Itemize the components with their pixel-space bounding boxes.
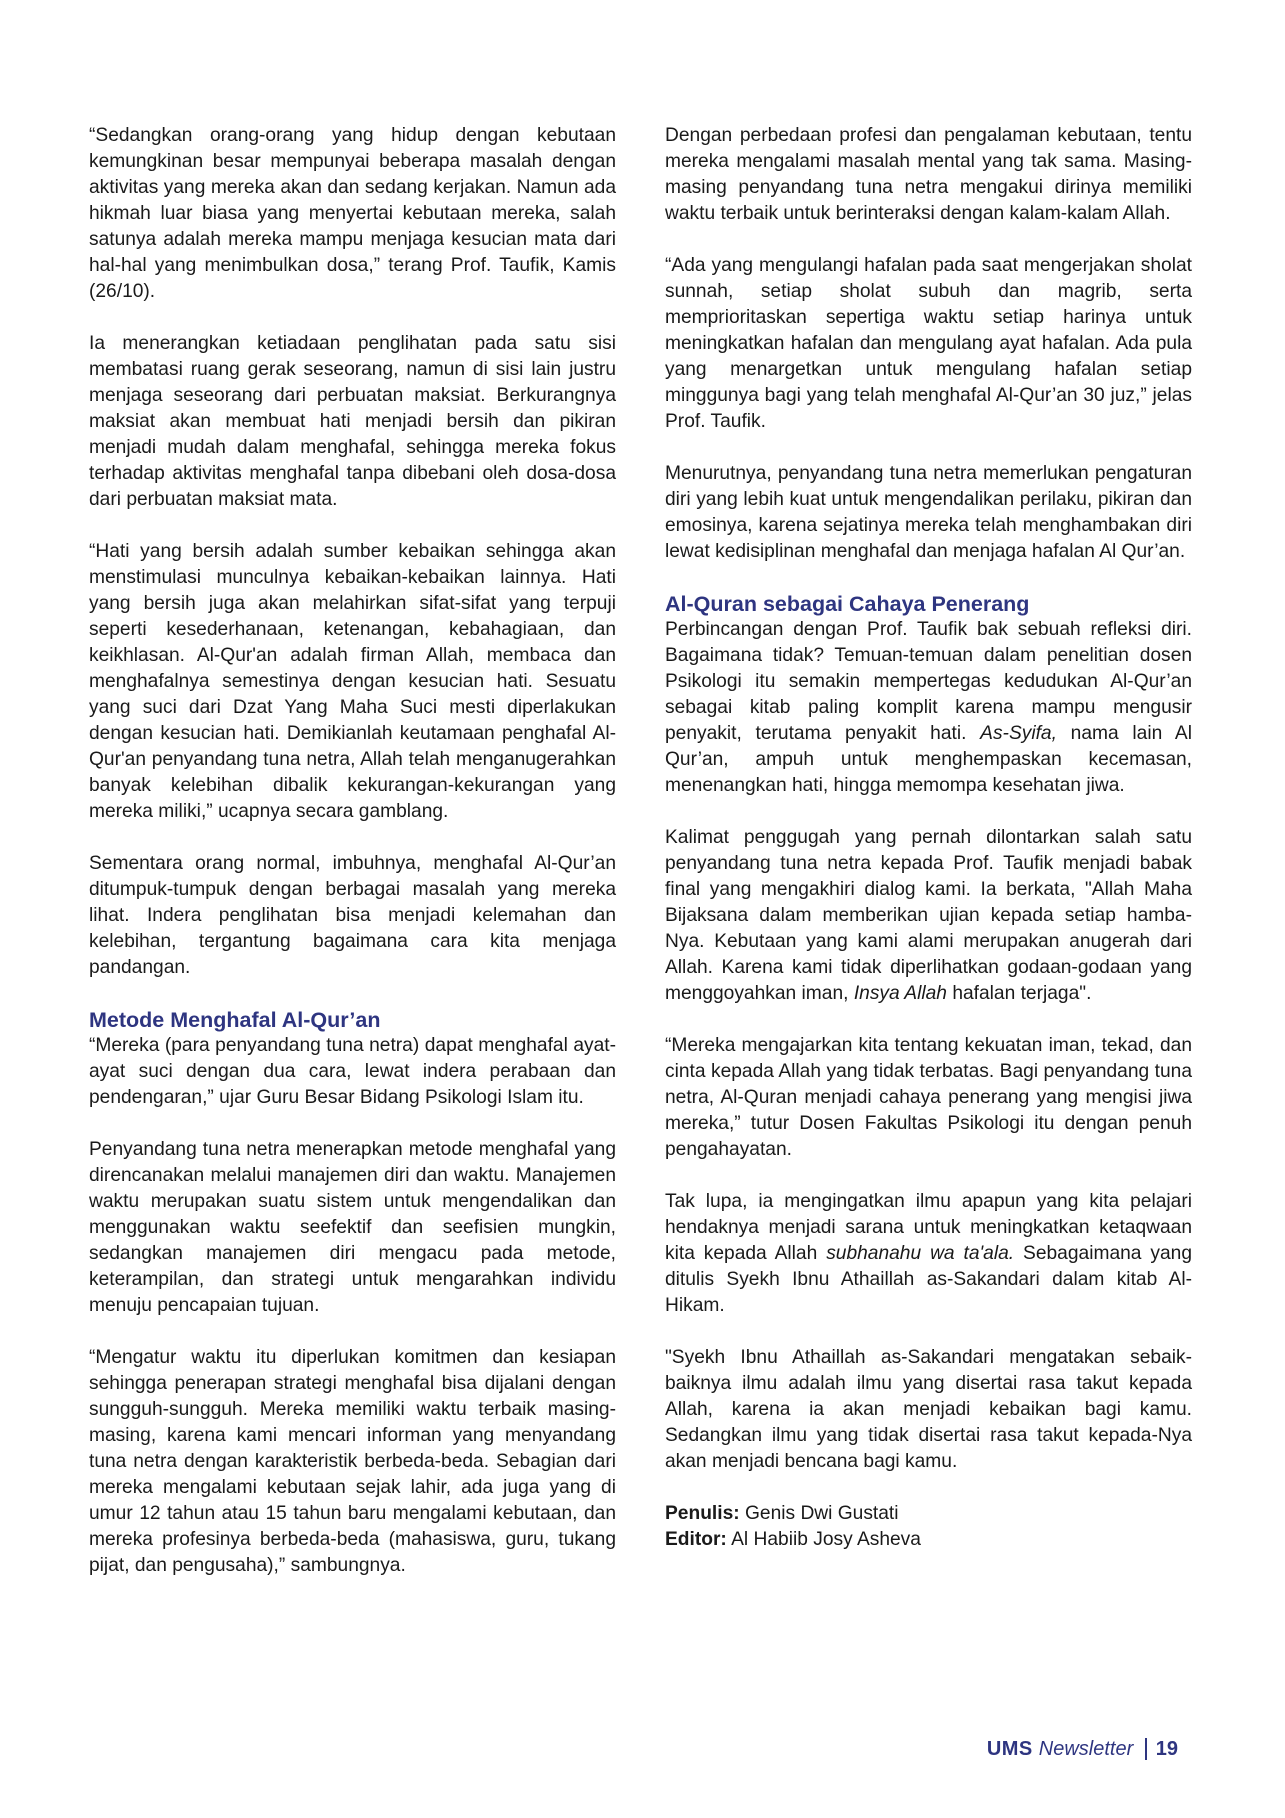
paragraph: "Syekh Ibnu Athaillah as-Sakandari mengatakan sebaik-baiknya ilmu adalah ilmu yang disertai rasa takut kepada Allah, karena ia akan menjadi kebaikan bagi kamu. Sedangkan ilmu yang tidak disertai rasa takut kepada-Nya akan menjadi bencana bagi kamu. (665, 1347, 1192, 1472)
writer-name: Genis Dwi Gustati (744, 1503, 899, 1524)
paragraph: “Hati yang bersih adalah sumber kebaikan sehingga akan menstimulasi munculnya kebaikan-kebaikan lainnya. Hati yang bersih juga akan melahirkan sifat-sifat yang terpuji seperti kesederhanaan, ketenangan, kebahagiaan, dan keikhlasan. Al-Qur'an adalah firman Allah, membaca dan menghafalnya semestinya dengan kesucian hati. Sesuatu yang suci dari Dzat Yang Maha Suci mesti diperlakukan dengan kesucian hati. Demikianlah keutamaan penghafal Al-Qur'an penyandang tuna netra, Allah telah menganugerahkan banyak kelebihan dibalik kekurangan-kekurangan yang mereka miliki,” ucapnya secara gamblang. (89, 541, 616, 822)
right-column (665, 123, 1192, 1553)
text-run: hafalan terjaga". (952, 983, 1092, 1004)
footer-divider (1145, 1738, 1147, 1760)
paragraph: “Mengatur waktu itu diperlukan komitmen dan kesiapan sehingga penerapan strategi menghafal bisa dijalani dengan sungguh-sungguh. Mereka memiliki waktu terbaik masing-masing, karena kami mencari informan yang menyandang tuna netra dengan karakteristik berbeda-beda. Sebagian dari mereka mengalami kebutaan sejak lahir, ada juga yang di umur 12 tahun atau 15 tahun baru mengalami kebutaan, dan mereka profesinya berbeda-beda (mahasiswa, guru, tukang pijat, dan pengusaha),” sambungnya. (89, 1347, 616, 1576)
page-footer (987, 1735, 1178, 1763)
credits (665, 1501, 1192, 1553)
editor-label: Editor: (665, 1529, 727, 1550)
text-run: nama lain Al Qur’an, ampuh untuk menghempaskan kecemasan, menenangkan hati, hingga memompa kesehatan jiwa. (665, 723, 1192, 796)
paragraph: “Ada yang mengulangi hafalan pada saat mengerjakan sholat sunnah, setiap sholat subuh dan magrib, serta memprioritaskan sepertiga waktu setiap harinya untuk meningkatkan hafalan dan mengulang ayat hafalan. Ada pula yang menargetkan untuk mengulang hafalan setiap minggunya bagi yang telah menghafal Al-Qur’an 30 juz,” jelas Prof. Taufik. (665, 255, 1192, 432)
paragraph: Dengan perbedaan profesi dan pengalaman kebutaan, tentu mereka mengalami masalah mental yang tak sama. Masing-masing penyandang tuna netra mengakui dirinya memiliki waktu terbaik untuk berinteraksi dengan kalam-kalam Allah. (665, 125, 1192, 224)
brand-subtitle: Newsletter (1038, 1737, 1134, 1760)
editor-credit (665, 1527, 1192, 1553)
paragraph: “Sedangkan orang-orang yang hidup dengan kebutaan kemungkinan besar mempunyai beberapa masalah dengan aktivitas yang mereka akan dan sedang kerjakan. Namun ada hikmah luar biasa yang menyertai kebutaan mereka, salah satunya adalah mereka mampu menjaga kesucian mata dari hal-hal yang menimbulkan dosa,” terang Prof. Taufik, Kamis (26/10). (89, 125, 616, 302)
italic-term: Insya Allah (853, 983, 947, 1004)
text-run: Tak lupa, ia mengingatkan ilmu apapun yang kita pelajari hendaknya menjadi sarana untuk meningkatkan ketaqwaan kita kepada Allah (665, 1191, 1192, 1264)
brand-name: UMS (986, 1737, 1033, 1760)
italic-term: subhanahu wa ta'ala. (826, 1243, 1015, 1264)
section-heading-metode: Metode Menghafal Al-Qur’an (89, 1008, 381, 1032)
paragraph (665, 825, 1192, 1007)
paragraph (665, 1189, 1192, 1319)
text-run: Sebagaimana yang ditulis Syekh Ibnu Athaillah as-Sakandari dalam kitab Al-Hikam. (665, 1243, 1192, 1316)
writer-label: Penulis: (665, 1503, 740, 1524)
paragraph: “Mereka mengajarkan kita tentang kekuatan iman, tekad, dan cinta kepada Allah yang tidak terbatas. Bagi penyandang tuna netra, Al-Quran menjadi cahaya penerang yang mengisi jiwa mereka,” tutur Dosen Fakultas Psikologi itu dengan penuh pengahayatan. (665, 1035, 1192, 1160)
section-heading-cahaya: Al-Quran sebagai Cahaya Penerang (665, 592, 1030, 616)
text-run: Kalimat penggugah yang pernah dilontarkan salah satu penyandang tuna netra kepada Prof. Taufik menjadi babak final yang mengakhiri dialog kami. Ia berkata, "Allah Maha Bijaksana dalam memberikan ujian kepada setiap hamba-Nya. Kebutaan yang kami alami merupakan anugerah dari Allah. Karena kami tidak diperlihatkan godaan-godaan yang menggoyahkan iman, (665, 827, 1192, 1004)
left-column (89, 123, 616, 1605)
paragraph: Penyandang tuna netra menerapkan metode menghafal yang direncanakan melalui manajemen diri dan waktu. Manajemen waktu merupakan suatu sistem untuk mengendalikan dan menggunakan waktu seefektif dan seefisien mungkin, sedangkan manajemen diri mengacu pada metode, keterampilan, dan strategi untuk mengarahkan individu menuju pencapaian tujuan. (89, 1139, 616, 1316)
paragraph: “Mereka (para penyandang tuna netra) dapat menghafal ayat-ayat suci dengan dua cara, lewat indera perabaan dan pendengaran,” ujar Guru Besar Bidang Psikologi Islam itu. (89, 1035, 616, 1108)
paragraph (665, 617, 1192, 799)
italic-term: As-Syifa, (980, 723, 1057, 744)
paragraph: Menurutnya, penyandang tuna netra memerlukan pengaturan diri yang lebih kuat untuk mengendalikan perilaku, pikiran dan emosinya, karena sejatinya mereka telah menghambakan diri lewat kedisiplinan menghafal dan menjaga hafalan Al Qur’an. (665, 463, 1192, 562)
writer-credit (665, 1501, 1192, 1527)
page-number: 19 (1155, 1737, 1178, 1760)
paragraph: Ia menerangkan ketiadaan penglihatan pada satu sisi membatasi ruang gerak seseorang, namun di sisi lain justru menjaga seseorang dari perbuatan maksiat. Berkurangnya maksiat akan membuat hati menjadi bersih dan pikiran menjadi mudah dalam menghafal, sehingga mereka fokus terhadap aktivitas menghafal tanpa dibebani oleh dosa-dosa dari perbuatan maksiat mata. (89, 333, 616, 510)
text-run: Perbincangan dengan Prof. Taufik bak sebuah refleksi diri. Bagaimana tidak? Temuan-temuan dalam penelitian dosen Psikologi itu semakin mempertegas kedudukan Al-Qur’an sebagai kitab paling komplit karena mampu mengusir penyakit, terutama penyakit hati. (665, 619, 1192, 744)
paragraph: Sementara orang normal, imbuhnya, menghafal Al-Qur’an ditumpuk-tumpuk dengan berbagai masalah yang mereka lihat. Indera penglihatan bisa menjadi kelemahan dan kelebihan, tergantung bagaimana cara kita menjaga pandangan. (89, 853, 616, 978)
editor-name: Al Habiib Josy Asheva (731, 1529, 921, 1550)
